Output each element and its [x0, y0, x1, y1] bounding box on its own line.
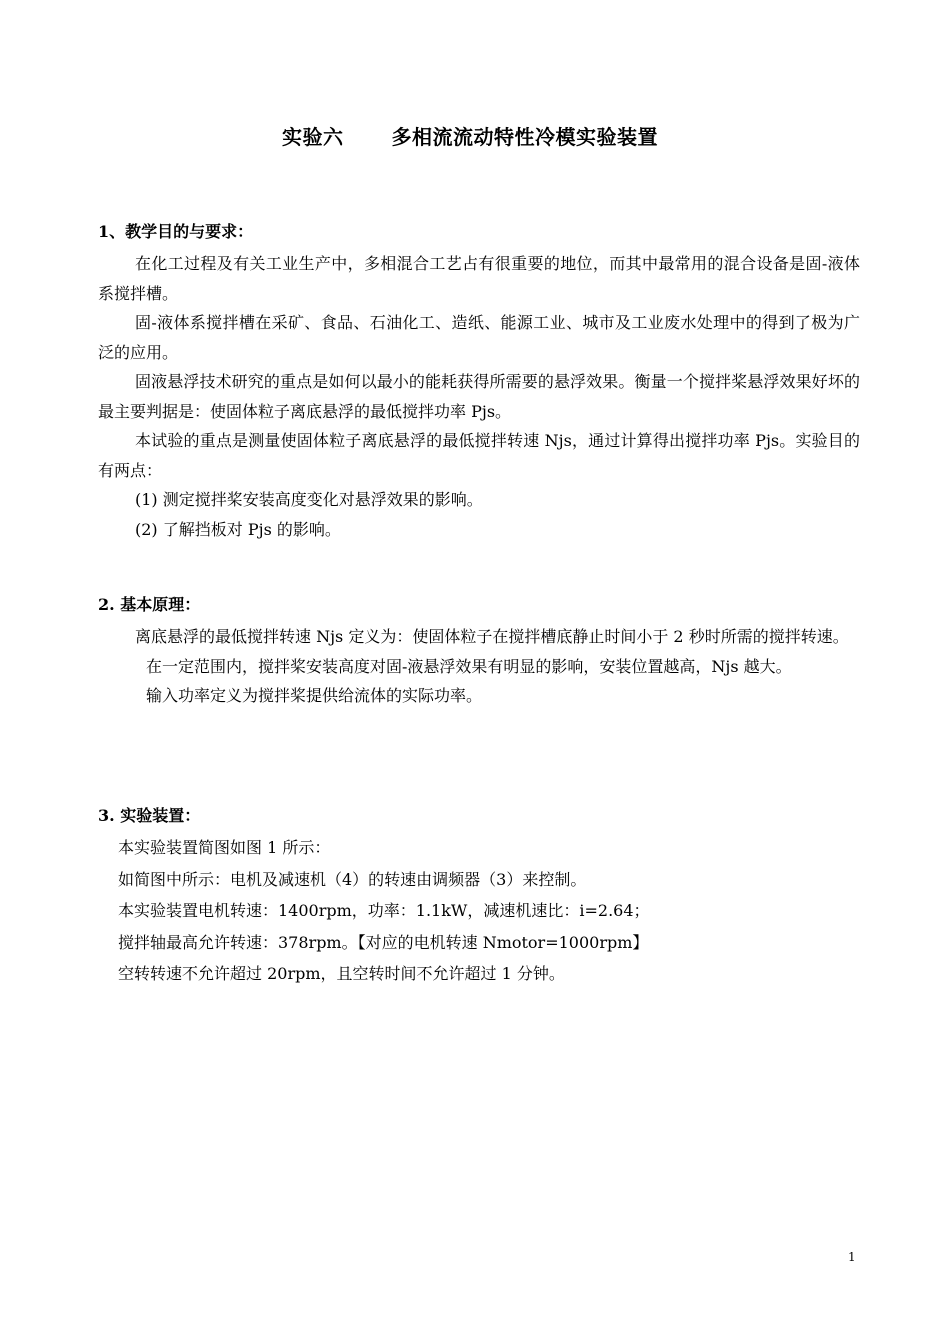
section-1-paragraph: 在化工过程及有关工业生产中，多相混合工艺占有很重要的地位，而其中最常用的混合设备是固-液体系搅拌槽。	[98, 254, 860, 303]
section-1-paragraph: 固-液体系搅拌槽在采矿、食品、石油化工、造纸、能源工业、城市及工业废水处理中的得到了极为广泛的应用。	[98, 313, 860, 362]
section-2	[98, 595, 860, 711]
page-title	[0, 121, 940, 150]
section-2-heading: 2. 基本原理：	[98, 595, 201, 614]
section-1-heading: 1、教学目的与要求：	[98, 222, 254, 241]
section-1-paragraph: 固液悬浮技术研究的重点是如何以最小的能耗获得所需要的悬浮效果。衡量一个搅拌桨悬浮效果好坏的最主要判据是：使固体粒子离底悬浮的最低搅拌功率 Pjs。	[98, 372, 860, 421]
section-3-heading: 3. 实验装置：	[98, 806, 201, 825]
page-number: 1	[848, 1250, 856, 1264]
section-3	[98, 806, 860, 990]
section-1	[98, 222, 860, 544]
section-2-paragraph: 离底悬浮的最低搅拌转速 Njs 定义为：使固体粒子在搅拌槽底静止时间小于 2 秒时所需的搅拌转速。	[135, 627, 849, 646]
apparatus-line: 本实验装置简图如图 1 所示：	[118, 838, 331, 857]
title-part-1: 实验六	[282, 125, 344, 149]
apparatus-line: 如简图中所示：电机及减速机（4）的转速由调频器（3）来控制。	[118, 869, 587, 889]
apparatus-line: 空转转速不允许超过 20rpm，且空转时间不允许超过 1 分钟。	[118, 964, 565, 983]
objective-item: (2) 了解挡板对 Pjs 的影响。	[135, 519, 341, 539]
section-1-body	[98, 249, 860, 544]
section-2-body	[98, 622, 860, 711]
objective-item: (1) 测定搅拌桨安装高度变化对悬浮效果的影响。	[135, 490, 483, 509]
section-2-paragraph: 输入功率定义为搅拌桨提供给流体的实际功率。	[146, 686, 483, 705]
section-3-body	[98, 832, 860, 990]
apparatus-line: 本实验装置电机转速：1400rpm，功率：1.1kW，减速机速比：i=2.64；	[118, 901, 650, 920]
section-1-paragraph: 本试验的重点是测量使固体粒子离底悬浮的最低搅拌转速 Njs，通过计算得出搅拌功率 Pjs。实验目的有两点：	[98, 431, 860, 480]
section-2-paragraph: 在一定范围内，搅拌桨安装高度对固-液悬浮效果有明显的影响，安装位置越高，Njs 越大。	[146, 656, 792, 676]
apparatus-line: 搅拌轴最高允许转速：378rpm。【对应的电机转速 Nmotor=1000rpm】	[118, 932, 649, 952]
title-part-2: 多相流流动特性冷模实验装置	[391, 125, 658, 149]
